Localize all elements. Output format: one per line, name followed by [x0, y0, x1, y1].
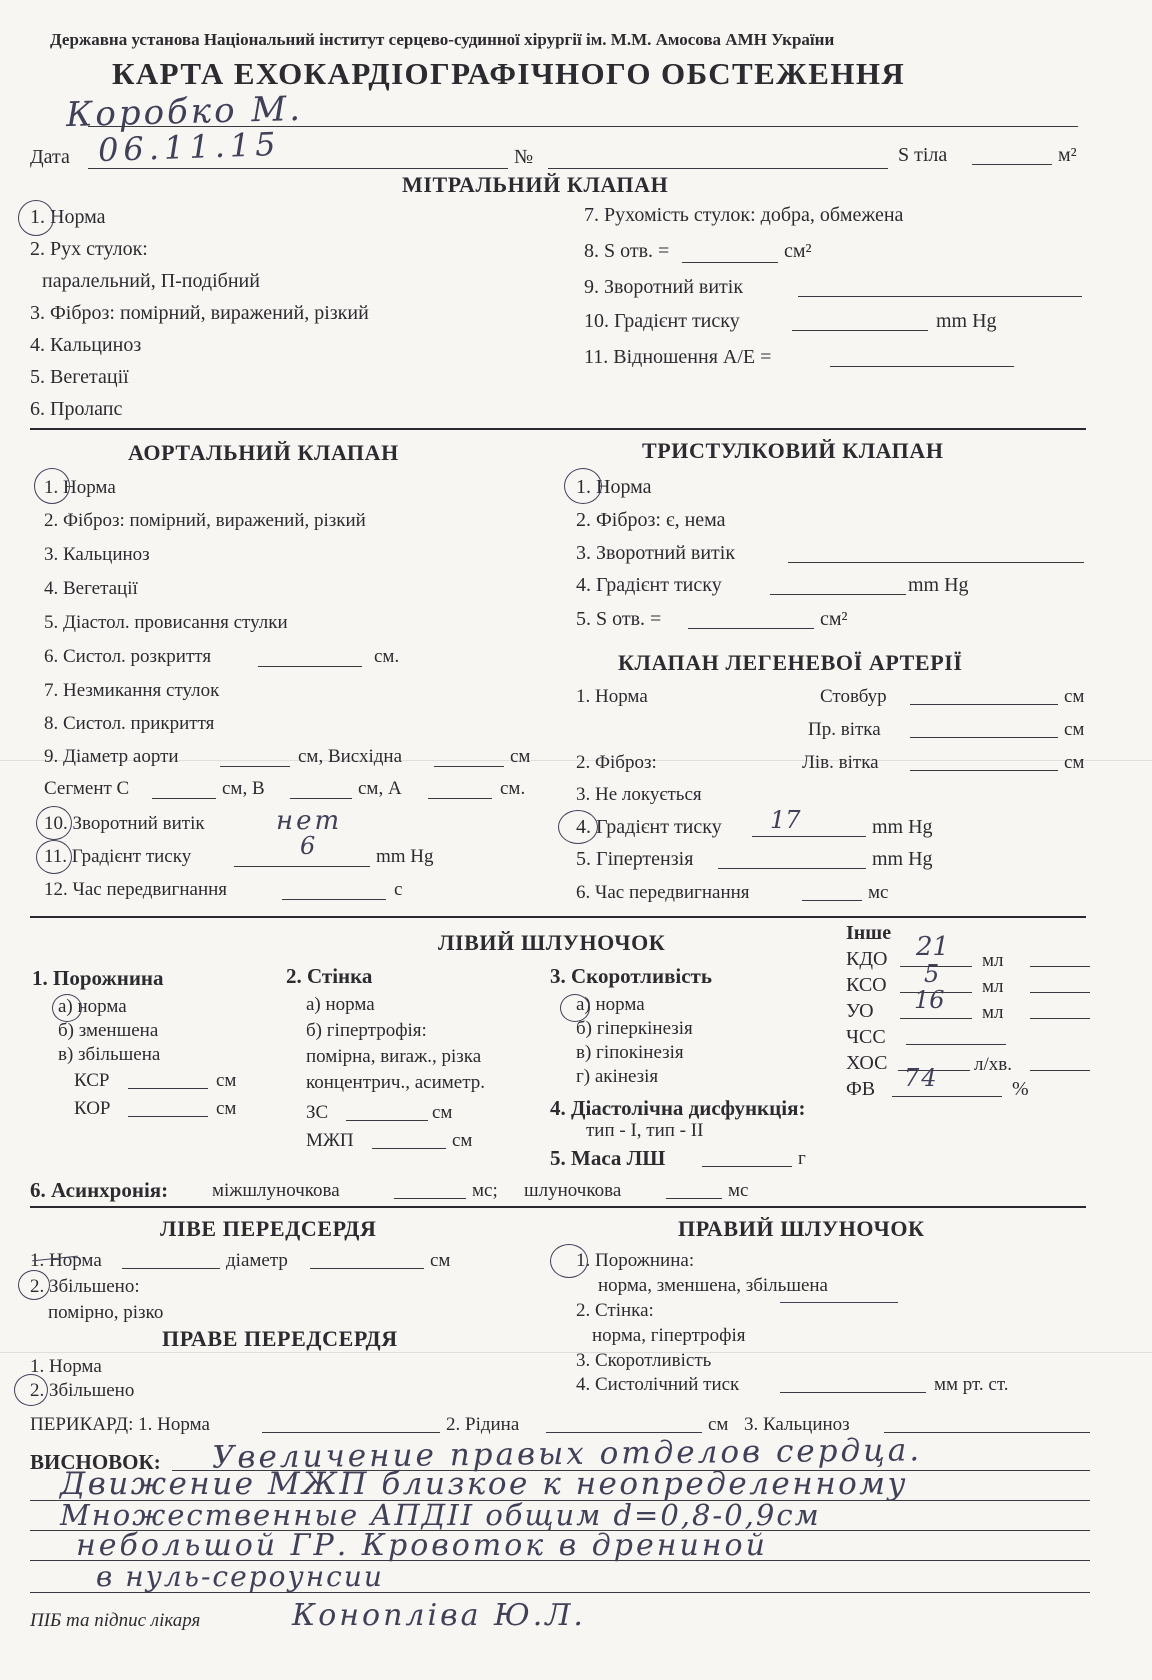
lv-kso-label: КСО	[846, 974, 887, 996]
lv-chss-label: ЧСС	[846, 1026, 886, 1048]
pulmonary-item-1: 1. Норма	[576, 686, 648, 707]
date-handwritten: 06.11.15	[97, 124, 282, 170]
lv-uo-extra-line	[1030, 1018, 1090, 1019]
lv-ksr-label: КСР	[74, 1070, 110, 1091]
doctor-signature: Конопліва Ю.Л.	[292, 1598, 586, 1633]
lv-wall-title: 2. Стінка	[286, 964, 373, 988]
aortic-segment-b-line	[290, 798, 352, 799]
aortic-gradient-handwritten: 6	[300, 832, 316, 860]
section-divider	[30, 916, 1086, 918]
pulmonary-trunk-line	[910, 704, 1058, 705]
conclusion-handwritten-1: Увеличение правых отделов сердца.	[211, 1432, 923, 1476]
rv-item-4-line	[780, 1392, 926, 1393]
aortic-item-3: 3. Кальциноз	[44, 544, 150, 565]
aortic-item-9-unit2: см	[510, 746, 531, 767]
pulmonary-left-branch-line	[910, 770, 1058, 771]
selection-circle	[564, 468, 602, 504]
lv-zs-line	[346, 1120, 428, 1121]
la-diameter-line	[310, 1268, 424, 1269]
lv-uo-handwritten: 16	[914, 986, 945, 1014]
aortic-segment-b: см, В	[222, 778, 265, 799]
aortic-ascending-line	[434, 766, 504, 767]
lv-cavity-enlarged: в) збільшена	[58, 1044, 161, 1065]
selection-circle	[36, 840, 72, 874]
aortic-item-6-unit: см.	[374, 646, 400, 667]
mitral-item-9: 9. Зворотний витік	[584, 276, 744, 298]
pericardium-fluid-label: 2. Рідина	[446, 1414, 520, 1435]
pulmonary-item-5-line	[718, 868, 866, 869]
lv-cavity-title: 1. Порожнина	[32, 966, 164, 990]
la-item-2: 2. Збільшено:	[30, 1276, 140, 1297]
lv-heading: ЛІВИЙ ШЛУНОЧОК	[438, 930, 666, 955]
mitral-item-8-line	[682, 262, 778, 263]
rv-item-4-unit: мм рт. ст.	[934, 1374, 1009, 1395]
lv-kor-unit: см	[216, 1098, 237, 1119]
lv-cavity-reduced: б) зменшена	[58, 1020, 159, 1041]
tricuspid-item-2: 2. Фіброз: є, нема	[576, 509, 726, 531]
mitral-heading: МІТРАЛЬНИЙ КЛАПАН	[402, 172, 669, 197]
mitral-item-2-options: паралельний, П-подібний	[42, 270, 260, 292]
mitral-item-11: 11. Відношення A/E =	[584, 346, 772, 368]
conclusion-handwritten-4: небольшой ГР. Кровоток в дрениной	[76, 1528, 768, 1563]
asynchrony-inter-label: міжшлуночкова	[212, 1180, 340, 1201]
la-item-1-line	[122, 1268, 220, 1269]
tricuspid-item-4: 4. Градієнт тиску	[576, 574, 722, 596]
la-diameter-unit: см	[430, 1250, 451, 1271]
ra-item-1: 1. Норма	[30, 1356, 102, 1377]
lv-khos-extra-line	[1030, 1070, 1090, 1071]
aortic-item-7: 7. Незмикання стулок	[44, 680, 220, 701]
conclusion-handwritten-2: Движение МЖП близкое к неопределенному	[60, 1466, 908, 1502]
aortic-item-8: 8. Систол. прикриття	[44, 713, 215, 734]
body-area-line	[972, 164, 1052, 165]
mitral-item-11-line	[830, 366, 1014, 367]
lv-contractility-title: 3. Скоротливість	[550, 964, 712, 988]
pulmonary-item-6: 6. Час передвигнання	[576, 882, 750, 903]
lv-contractility-hypo: в) гіпокінезія	[576, 1042, 684, 1063]
mitral-item-3: 3. Фіброз: помірний, виражений, різкий	[30, 302, 369, 324]
date-line	[88, 168, 508, 169]
aortic-item-11-unit: mm Hg	[376, 846, 434, 867]
lv-kor-line	[128, 1116, 208, 1117]
lv-wall-type: концентрич., асиметр.	[306, 1072, 485, 1093]
ra-item-2: 2. Збільшено	[30, 1380, 135, 1401]
aortic-item-12-line	[282, 899, 386, 900]
selection-circle	[18, 200, 54, 236]
rv-item-3: 3. Скоротливість	[576, 1350, 712, 1371]
tricuspid-item-5-unit: см²	[820, 608, 848, 630]
asynchrony-inter-line	[394, 1198, 466, 1199]
pericardium-fluid-unit: см	[708, 1414, 729, 1435]
conclusion-label: ВИСНОВОК:	[30, 1450, 161, 1474]
lv-mzhp-line	[372, 1148, 446, 1149]
pericardium-calc-label: 3. Кальциноз	[744, 1414, 850, 1435]
selection-circle	[14, 1374, 48, 1406]
lv-kdo-unit: мл	[982, 950, 1004, 971]
lv-diastolic-title: 4. Діастолічна дисфункція:	[550, 1096, 806, 1120]
patient-name-handwritten: Коробко М.	[65, 88, 304, 136]
lv-fv-label: ФВ	[846, 1078, 876, 1100]
tricuspid-item-3-line	[788, 562, 1084, 563]
tricuspid-item-4-line	[770, 594, 906, 595]
aortic-item-6: 6. Систол. розкриття	[44, 646, 212, 667]
asynchrony-inter-unit: мс;	[472, 1180, 498, 1201]
pulmonary-trunk-unit: см	[1064, 686, 1085, 707]
lv-wall-hypertrophy: б) гіпертрофія:	[306, 1020, 427, 1041]
pulmonary-right-branch-unit: см	[1064, 719, 1085, 740]
asynchrony-intra-unit: мс	[728, 1180, 749, 1201]
la-diameter-label: діаметр	[226, 1250, 288, 1271]
aortic-item-6-line	[258, 666, 362, 667]
selection-circle	[34, 468, 70, 504]
lv-contractility-normal: а) норма	[576, 994, 645, 1015]
lv-ksr-line	[128, 1088, 208, 1089]
lv-kso-extra-line	[1030, 992, 1090, 993]
mitral-item-5: 5. Вегетації	[30, 366, 129, 388]
aortic-item-10: 10. Зворотний витік	[44, 813, 205, 834]
section-divider	[30, 428, 1086, 430]
lv-contractility-hyper: б) гіперкінезія	[576, 1018, 693, 1039]
mitral-item-8: 8. S отв. =	[584, 240, 670, 262]
number-line	[548, 168, 888, 169]
aortic-segment-c-line	[152, 798, 216, 799]
tricuspid-item-1: 1. Норма	[576, 476, 652, 498]
lv-zs-label: ЗС	[306, 1102, 329, 1123]
aortic-segment-a-line	[428, 798, 492, 799]
lv-fv-line	[892, 1096, 1002, 1097]
number-label: №	[514, 146, 534, 168]
rv-item-1-sub: норма, зменшена, збільшена	[598, 1275, 828, 1296]
rv-item-2: 2. Стінка:	[576, 1300, 654, 1321]
mitral-item-2: 2. Рух стулок:	[30, 238, 148, 260]
pulmonary-right-branch-label: Пр. вітка	[808, 719, 881, 740]
form-title: КАРТА ЕХОКАРДІОГРАФІЧНОГО ОБСТЕЖЕННЯ	[112, 56, 906, 91]
pulmonary-left-branch-label: Лів. вітка	[802, 752, 879, 773]
tricuspid-item-4-unit: mm Hg	[908, 574, 969, 596]
lv-kso-unit: мл	[982, 976, 1004, 997]
rv-heading: ПРАВИЙ ШЛУНОЧОК	[678, 1216, 925, 1241]
lv-contractility-akinesia: г) акінезія	[576, 1066, 659, 1087]
selection-circle	[558, 810, 598, 844]
aortic-item-2: 2. Фіброз: помірний, виражений, різкий	[44, 510, 366, 531]
lv-kor-label: КОР	[74, 1098, 111, 1119]
pulmonary-item-6-unit: мс	[868, 882, 889, 903]
pulmonary-trunk-label: Стовбур	[820, 686, 887, 707]
asynchrony-label: 6. Асинхронія:	[30, 1178, 169, 1202]
aortic-segment-end: см.	[500, 778, 526, 799]
pulmonary-item-4-line	[752, 836, 866, 837]
asynchrony-intra-label: шлуночкова	[524, 1180, 622, 1201]
underline-mark	[780, 1302, 898, 1303]
asynchrony-intra-line	[666, 1198, 722, 1199]
pericardium-label: ПЕРИКАРД: 1. Норма	[30, 1414, 210, 1435]
lv-uo-unit: мл	[982, 1002, 1004, 1023]
la-heading: ЛІВЕ ПЕРЕДСЕРДЯ	[160, 1216, 377, 1241]
selection-circle	[52, 994, 82, 1022]
rv-item-4: 4. Систолічний тиск	[576, 1374, 740, 1395]
la-item-2-sub: помірно, різко	[48, 1302, 164, 1323]
pulmonary-item-4-unit: mm Hg	[872, 816, 933, 838]
aortic-item-9-unit: см, Висхідна	[298, 746, 403, 767]
lv-khos-unit: л/хв.	[974, 1054, 1012, 1075]
pulmonary-right-branch-line	[910, 737, 1058, 738]
pulmonary-item-6-line	[802, 900, 862, 901]
pulmonary-item-4: 4. Градієнт тиску	[576, 816, 722, 838]
mitral-item-6: 6. Пролапс	[30, 398, 123, 420]
conclusion-handwritten-3: Множественные АПДII общим d=0,8-0,9см	[60, 1498, 821, 1532]
pulmonary-item-3: 3. Не локується	[576, 784, 702, 805]
ra-heading: ПРАВЕ ПЕРЕДСЕРДЯ	[162, 1326, 398, 1351]
pulmonary-item-2: 2. Фіброз:	[576, 752, 657, 773]
tricuspid-item-3: 3. Зворотний витік	[576, 542, 736, 564]
selection-circle	[550, 1244, 588, 1278]
mitral-item-4: 4. Кальциноз	[30, 334, 142, 356]
conclusion-handwritten-5: в нуль-сероунсии	[96, 1560, 384, 1593]
lv-fv-unit: %	[1012, 1078, 1029, 1100]
tricuspid-item-5: 5. S отв. =	[576, 608, 662, 630]
mitral-item-10: 10. Градієнт тиску	[584, 310, 740, 332]
selection-circle	[18, 1270, 50, 1300]
aortic-heading: АОРТАЛЬНИЙ КЛАПАН	[128, 440, 399, 465]
lv-fv-handwritten: 74	[904, 1064, 939, 1092]
body-area-unit: м²	[1058, 144, 1077, 166]
mitral-item-10-line	[792, 330, 928, 331]
pulmonary-item-5: 5. Гіпертензія	[576, 848, 694, 870]
lv-mzhp-unit: см	[452, 1130, 473, 1151]
aortic-item-9-line	[220, 766, 290, 767]
pericardium-fluid-line	[546, 1432, 702, 1433]
pulmonary-item-5-unit: mm Hg	[872, 848, 933, 870]
aortic-item-12-unit: с	[394, 879, 403, 900]
aortic-item-9: 9. Діаметр аорти	[44, 746, 179, 767]
mitral-item-1: 1. Норма	[30, 206, 106, 228]
aortic-item-4: 4. Вегетації	[44, 578, 138, 599]
mitral-item-10-unit: mm Hg	[936, 310, 997, 332]
lv-kdo-label: КДО	[846, 948, 888, 970]
aortic-item-11: 11. Градієнт тиску	[44, 846, 192, 867]
aortic-item-12: 12. Час передвигнання	[44, 879, 228, 900]
lv-wall-normal: а) норма	[306, 994, 375, 1015]
lv-khos-label: ХОС	[846, 1052, 888, 1074]
lv-kdo-handwritten: 21	[916, 932, 950, 962]
doctor-label: ПІБ та підпис лікаря	[30, 1610, 201, 1631]
tricuspid-item-5-line	[688, 628, 814, 629]
body-area-label: S тіла	[898, 144, 948, 166]
lv-diastolic-types: тип - I, тип - II	[586, 1120, 704, 1141]
mitral-item-7: 7. Рухомість стулок: добра, обмежена	[584, 204, 904, 226]
lv-wall-degree: помірна, виraж., різка	[306, 1046, 482, 1067]
aortic-item-5: 5. Діастол. провисання стулки	[44, 612, 288, 633]
rv-item-1: 1. Порожнина:	[576, 1250, 695, 1271]
date-label: Дата	[30, 146, 70, 168]
lv-kso-handwritten: 5	[924, 960, 940, 988]
lv-mass-unit: г	[798, 1148, 806, 1169]
la-item-1: 1. Норма	[30, 1250, 102, 1271]
lv-ksr-unit: см	[216, 1070, 237, 1091]
lv-zs-unit: см	[432, 1102, 453, 1123]
lv-chss-line	[906, 1044, 1006, 1045]
lv-kdo-extra-line	[1030, 966, 1090, 967]
pulmonary-gradient-handwritten: 17	[770, 806, 801, 834]
mitral-item-8-unit: см²	[784, 240, 812, 262]
lv-uo-label: УО	[846, 1000, 874, 1022]
rv-item-2-sub: норма, гіпертрофія	[592, 1325, 746, 1346]
aortic-regurgitation-handwritten: нет	[276, 806, 343, 836]
aortic-segment-a: см, А	[358, 778, 402, 799]
aortic-item-11-line	[234, 866, 370, 867]
lv-mass-label: 5. Маса ЛШ	[550, 1146, 666, 1170]
tricuspid-heading: ТРИСТУЛКОВИЙ КЛАПАН	[642, 438, 944, 463]
pulmonary-heading: КЛАПАН ЛЕГЕНЕВОЇ АРТЕРІЇ	[618, 650, 963, 675]
lv-mzhp-label: МЖП	[306, 1130, 354, 1151]
pulmonary-left-branch-unit: см	[1064, 752, 1085, 773]
aortic-segment-c: Сегмент С	[44, 778, 130, 799]
lv-cavity-normal: а) норма	[58, 996, 127, 1017]
lv-mass-line	[702, 1166, 792, 1167]
aortic-item-1: 1. Норма	[44, 477, 116, 498]
section-divider	[30, 1206, 1086, 1208]
pericardium-normal-line	[262, 1432, 440, 1433]
institution-name: Державна установа Національний інститут серцево-судинної хірургії ім. М.М. Амосова АМН України	[50, 30, 835, 49]
selection-circle	[36, 806, 72, 840]
mitral-item-9-line	[798, 296, 1082, 297]
lv-other-title: Інше	[846, 922, 892, 944]
lv-uo-line	[900, 1018, 972, 1019]
